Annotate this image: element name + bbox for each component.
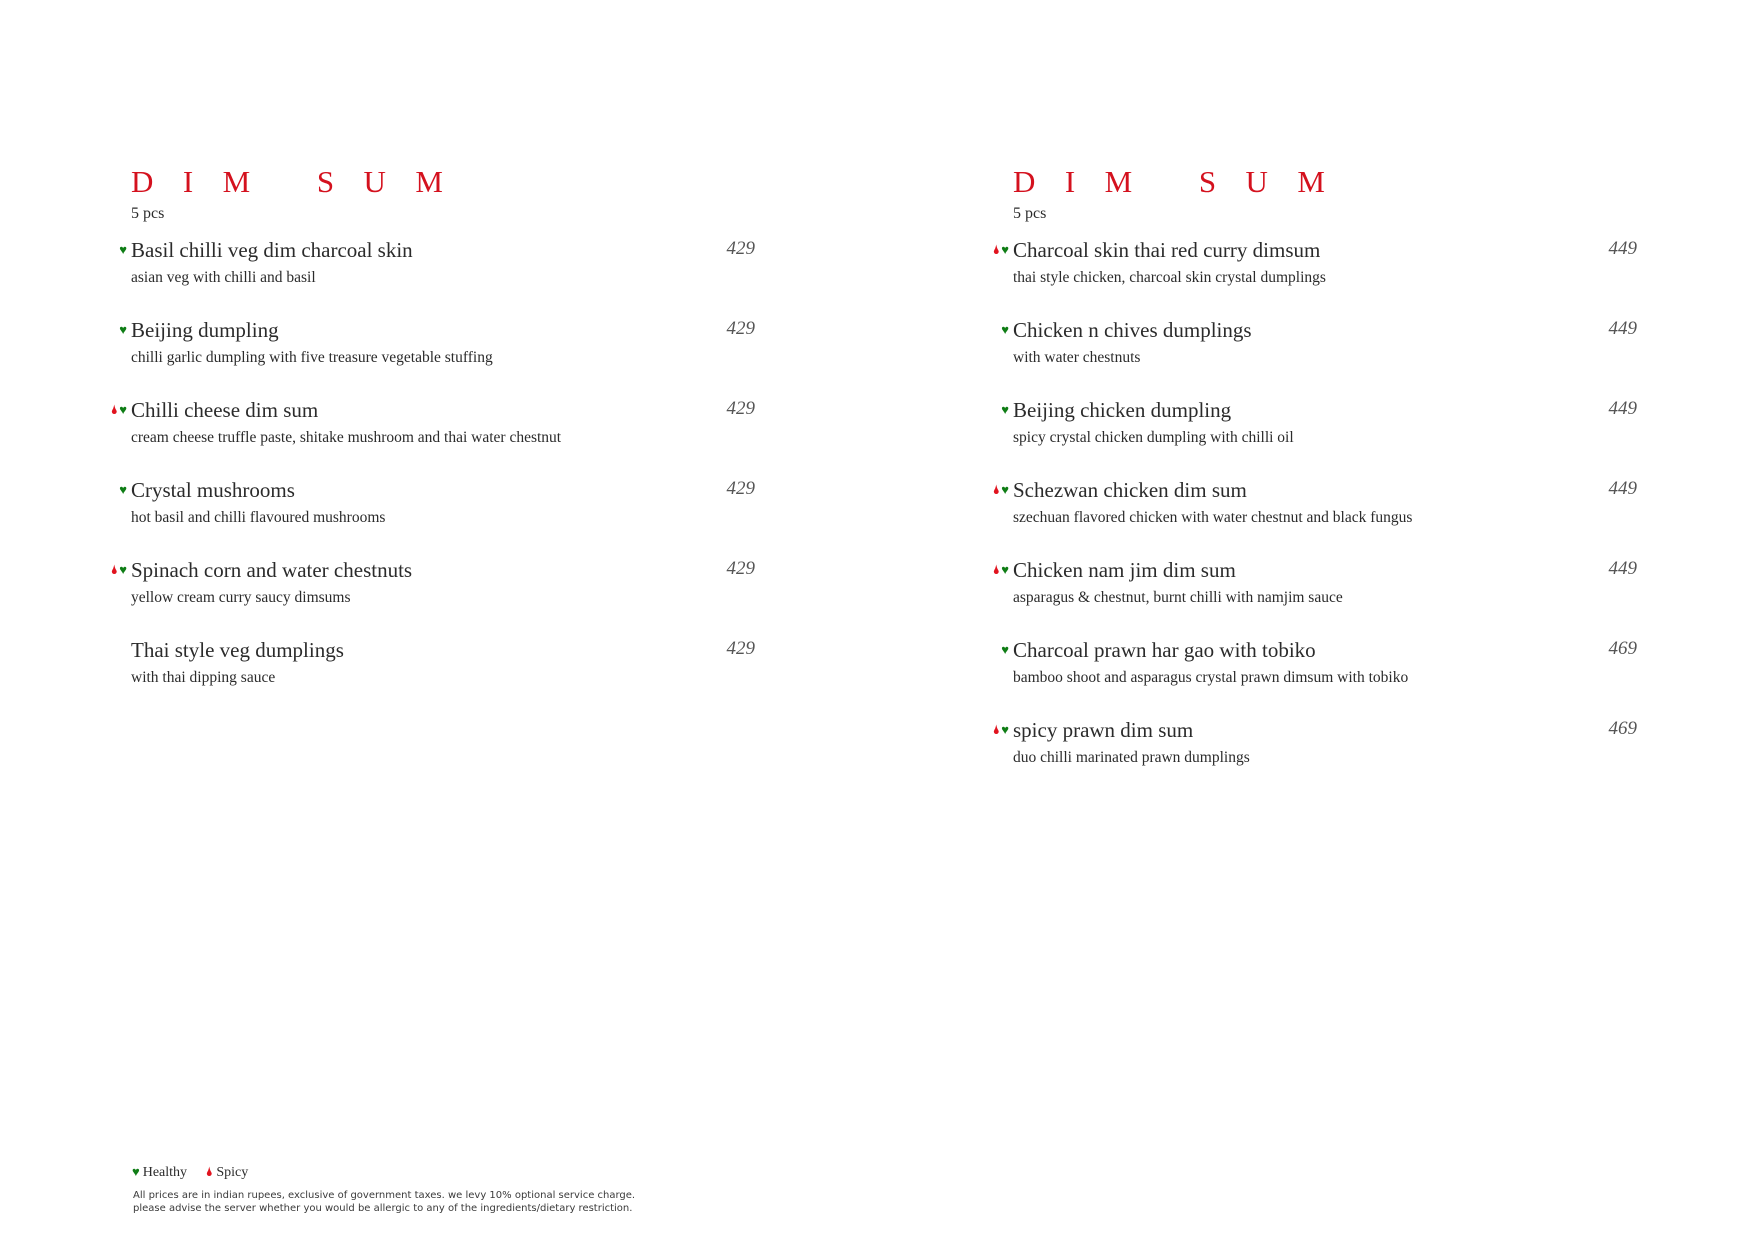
heart-icon: ♥ <box>132 1164 140 1179</box>
item-description: chilli garlic dumpling with five treasure vegetable stuffing <box>131 349 493 366</box>
item-name: Chicken nam jim dim sum <box>1013 558 1236 582</box>
item-description: szechuan flavored chicken with water chestnut and black fungus <box>1013 509 1413 526</box>
chili-drop-icon: 🌢 <box>205 1164 214 1179</box>
heart-icon: ♥ <box>119 322 127 337</box>
dietary-tags <box>87 560 127 580</box>
menu-item <box>119 316 771 396</box>
item-description: yellow cream curry saucy dimsums <box>131 589 351 606</box>
item-description: spicy crystal chicken dumpling with chilli oil <box>1013 429 1294 446</box>
menu-item <box>992 476 1653 556</box>
menu-item-list <box>992 236 1653 796</box>
item-description: asian veg with chilli and basil <box>131 269 316 286</box>
item-price: 469 <box>1608 638 1637 659</box>
heart-icon: ♥ <box>119 402 127 417</box>
menu-item <box>1001 316 1653 396</box>
item-name: Spinach corn and water chestnuts <box>131 558 413 582</box>
disclaimer-line: All prices are in indian rupees, exclusive of government taxes. we levy 10% optional service charge. <box>133 1190 636 1201</box>
menu-column-left <box>110 160 771 716</box>
item-price: 449 <box>1608 238 1637 259</box>
heart-icon: ♥ <box>1001 242 1009 257</box>
item-name: Crystal mushrooms <box>131 478 295 502</box>
menu-item <box>992 236 1653 316</box>
item-description: cream cheese truffle paste, shitake mushroom and thai water chestnut <box>131 429 562 446</box>
item-name: Thai style veg dumplings <box>131 638 344 662</box>
menu-item-list <box>110 236 771 716</box>
menu-item <box>119 476 771 556</box>
price-disclaimer <box>133 1189 635 1215</box>
heart-icon: ♥ <box>1001 642 1009 657</box>
item-price: 429 <box>726 558 755 579</box>
dietary-tags <box>969 720 1009 740</box>
item-name: Beijing dumpling <box>131 318 279 342</box>
item-name: Chicken n chives dumplings <box>1013 318 1252 342</box>
item-description: bamboo shoot and asparagus crystal prawn dimsum with tobiko <box>1013 669 1409 686</box>
section-title: DIM SUM <box>1013 164 1355 199</box>
item-name: Basil chilli veg dim charcoal skin <box>131 238 413 262</box>
item-price: 449 <box>1608 318 1637 339</box>
section-title: DIM SUM <box>131 164 473 199</box>
chili-drop-icon: 🌢 <box>992 722 1001 737</box>
item-description: duo chilli marinated prawn dumplings <box>1013 749 1250 766</box>
dietary-legend <box>131 1162 262 1182</box>
section-subtitle: 5 pcs <box>131 205 165 222</box>
menu-column-right <box>992 160 1653 796</box>
item-description: with water chestnuts <box>1013 349 1141 366</box>
heart-icon: ♥ <box>1001 402 1009 417</box>
item-price: 429 <box>726 238 755 259</box>
dietary-tags <box>87 400 127 420</box>
item-name: Beijing chicken dumpling <box>1013 398 1232 422</box>
dietary-tags <box>87 240 127 260</box>
item-name: Schezwan chicken dim sum <box>1013 478 1247 502</box>
dietary-tags <box>969 320 1009 340</box>
item-description: asparagus & chestnut, burnt chilli with namjim sauce <box>1013 589 1343 606</box>
menu-item <box>1001 636 1653 716</box>
menu-item <box>110 396 771 476</box>
dietary-tags <box>969 480 1009 500</box>
menu-item <box>992 556 1653 636</box>
heart-icon: ♥ <box>119 562 127 577</box>
heart-icon: ♥ <box>1001 562 1009 577</box>
dietary-tags <box>969 640 1009 660</box>
item-price: 429 <box>726 318 755 339</box>
dietary-tags <box>969 240 1009 260</box>
dietary-tags <box>969 560 1009 580</box>
item-price: 429 <box>726 398 755 419</box>
chili-drop-icon: 🌢 <box>110 402 119 417</box>
menu-item <box>1001 396 1653 476</box>
legend-healthy-label: Healthy <box>142 1165 188 1180</box>
item-description: hot basil and chilli flavoured mushrooms <box>131 509 386 526</box>
item-name: Chilli cheese dim sum <box>131 398 319 422</box>
heart-icon: ♥ <box>119 482 127 497</box>
dietary-tags <box>87 320 127 340</box>
item-name: spicy prawn dim sum <box>1013 718 1194 742</box>
chili-drop-icon: 🌢 <box>992 562 1001 577</box>
heart-icon: ♥ <box>119 242 127 257</box>
item-price: 449 <box>1608 478 1637 499</box>
heart-icon: ♥ <box>1001 722 1009 737</box>
item-description: thai style chicken, charcoal skin crystal dumplings <box>1013 269 1326 286</box>
item-price: 469 <box>1608 718 1637 739</box>
menu-item <box>992 716 1653 796</box>
menu-item <box>131 636 771 716</box>
item-price: 449 <box>1608 558 1637 579</box>
item-price: 429 <box>726 478 755 499</box>
menu-item <box>110 556 771 636</box>
item-name: Charcoal prawn har gao with tobiko <box>1013 638 1316 662</box>
legend-spicy-label: Spicy <box>216 1165 249 1180</box>
chili-drop-icon: 🌢 <box>992 242 1001 257</box>
chili-drop-icon: 🌢 <box>992 482 1001 497</box>
disclaimer-line: please advise the server whether you would be allergic to any of the ingredients/dietary restriction. <box>133 1203 633 1214</box>
heart-icon: ♥ <box>1001 482 1009 497</box>
section-subtitle: 5 pcs <box>1013 205 1047 222</box>
chili-drop-icon: 🌢 <box>110 562 119 577</box>
item-price: 449 <box>1608 398 1637 419</box>
dietary-tags <box>87 480 127 500</box>
item-name: Charcoal skin thai red curry dimsum <box>1013 238 1321 262</box>
dietary-tags <box>969 400 1009 420</box>
menu-item <box>119 236 771 316</box>
heart-icon: ♥ <box>1001 322 1009 337</box>
item-description: with thai dipping sauce <box>131 669 276 686</box>
item-price: 429 <box>726 638 755 659</box>
